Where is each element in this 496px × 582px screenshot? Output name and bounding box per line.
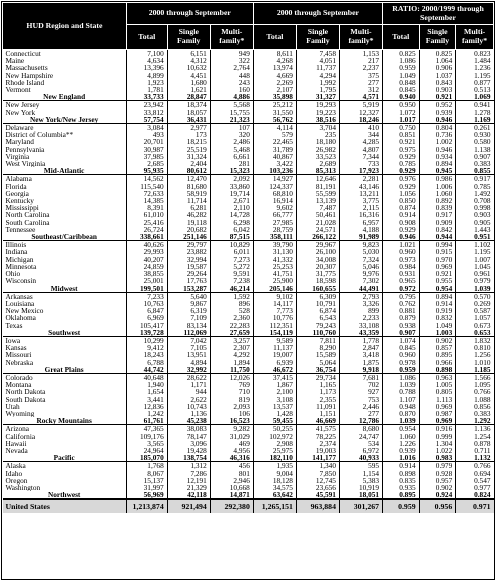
values-cell: 0.952 0.939: [419, 101, 456, 116]
subtotal-cell: 0.907: [383, 329, 420, 337]
subtotal-cell: 46,316: [210, 454, 253, 462]
table-body: [3, 50, 494, 500]
region-block-rows: [3, 336, 494, 365]
values-cell: 949 322 2,764 448 243 160: [210, 50, 253, 94]
subtotal-row: [3, 329, 494, 337]
values-cell: 14,927 124,337 68,810 16,914 9,602 66,777 27,985 28,759: [253, 175, 296, 233]
subtotal-cell: 0.945: [419, 167, 456, 175]
values-cell: 29,797 23,882 32,994 19,587 29,264 17,763: [167, 241, 210, 285]
subtotal-cell: 4,571: [339, 93, 382, 101]
subtotal-cell: 15,323: [210, 167, 253, 175]
subtotal-cell: 87,515: [210, 233, 253, 241]
subtotal-label: Southeast/Caribbean: [31, 233, 97, 241]
state-names-cell: Delaware District of Columbia** Maryland Pennsylvania Virginia West Virginia: [3, 124, 127, 168]
col-single-1: Single Family: [167, 25, 210, 50]
values-cell: 5,919 12,327: [339, 101, 382, 116]
values-cell: 8,680 24,747 534 6,972: [339, 425, 382, 454]
state-names-cell: Arkansas Louisiana New Mexico Oklahoma Texas: [3, 292, 127, 329]
values-cell: 1,935 9,004 18,128 34,575: [253, 462, 296, 491]
col-total-1: Total: [126, 25, 167, 50]
values-cell: 0.986 1.006 1.060 0.892 0.839 0.917 0.909 0.842: [419, 175, 456, 233]
values-cell: 47,365 109,176 3,565 24,964: [126, 425, 167, 454]
values-cell: 7,042 7,105 13,951 4,894: [167, 336, 210, 365]
values-cell: 0.979 0.928 0.957 0.902: [419, 462, 456, 491]
subtotal-cell: 40,933: [339, 454, 382, 462]
values-cell: 9,102 14,117 7,773 10,776 112,351: [253, 292, 296, 329]
group-header-1: 2000 through September: [126, 3, 253, 25]
values-cell: 29,734 1,165 1,173 2,355 11,091 1,151: [296, 373, 339, 417]
subtotal-cell: 0.983: [419, 454, 456, 462]
subtotal-cell: 160,655: [296, 285, 339, 293]
subtotal-label: Midwest: [50, 284, 78, 293]
region-block-rows: [3, 124, 494, 168]
subtotal-cell: 153,287: [167, 285, 210, 293]
values-cell: 1,768 8,067 15,137 31,997: [126, 462, 167, 491]
values-cell: 7,233 10,763 6,847 6,969 105,417: [126, 292, 167, 329]
region-block-rows: [3, 292, 494, 329]
subtotal-cell: 0.898: [419, 366, 456, 374]
subtotal-cell: 266,122: [296, 233, 339, 241]
subtotal-cell: 21,323: [210, 116, 253, 124]
values-cell: 38,083 78,147 3,096 19,428: [167, 425, 210, 454]
total-cell: 0.956: [419, 499, 456, 513]
subtotal-row: [3, 366, 494, 374]
values-cell: 0.570 0.269 0.587 1.057 0.673: [456, 292, 494, 329]
values-cell: 14,562 115,540 72,633 14,385 8,391 61,010 25,416 26,724: [126, 175, 167, 233]
values-cell: 7,100 4,634 13,396 4,899 1,923 1,781: [126, 50, 167, 94]
subtotal-cell: 17,923: [339, 167, 382, 175]
values-cell: 1,778 2,847 3,418 1,875: [339, 336, 382, 365]
subtotal-cell: 36,431: [167, 116, 210, 124]
subtotal-cell: 251,146: [167, 233, 210, 241]
subtotal-row: [3, 417, 494, 425]
values-cell: 2,092 33,860 19,714 2,671 2,110 14,728 6,298 6,042: [210, 175, 253, 233]
values-cell: 6,309 10,791 6,874 6,543 79,243: [296, 292, 339, 329]
subtotal-cell: 1.039: [383, 417, 420, 425]
values-cell: 1.021 0.960 0.973 0.984 0.931 0.965: [383, 241, 420, 285]
total-cell: 921,494: [167, 499, 210, 513]
subtotal-cell: 46,214: [210, 285, 253, 293]
subtotal-cell: 141,177: [296, 454, 339, 462]
values-cell: 5,568 15,755: [210, 101, 253, 116]
subtotal-cell: 138,754: [167, 454, 210, 462]
values-cell: 1.832 0.810 1.256 1.010: [456, 336, 494, 365]
subtotal-row: [3, 93, 494, 101]
values-cell: 0.954 1.060 1.226 0.939: [383, 425, 420, 454]
values-cell: 0.916 0.999 1.304 1.022: [419, 425, 456, 454]
values-cell: 0.976 0.929 1.056 0.850 0.874 0.914 0.908 0.929: [383, 175, 420, 233]
col-single-2: Single Family: [296, 25, 339, 50]
subtotal-cell: 91,989: [339, 233, 382, 241]
subtotal-label: Pacific: [53, 454, 75, 462]
values-cell: 5,640 9,867 6,319 7,109 83,134: [167, 292, 210, 329]
table-header: [3, 3, 494, 50]
subtotal-cell: 112,069: [167, 329, 210, 337]
subtotal-cell: 103,236: [253, 167, 296, 175]
values-cell: 41,575 78,225 2,374 19,003: [296, 425, 339, 454]
subtotal-cell: 85,313: [296, 167, 339, 175]
subtotal-cell: 1.003: [419, 329, 456, 337]
subtotal-cell: 16,523: [210, 417, 253, 425]
state-names-cell: Alabama Florida Georgia Kentucky Mississippi North Carolina South Carolina Tennessee: [3, 175, 127, 233]
subtotal-cell: 63,642: [253, 491, 296, 499]
subtotal-cell: 11,750: [210, 366, 253, 374]
housing-permits-table-page: [1, 1, 495, 580]
subtotal-cell: 139,728: [126, 329, 167, 337]
subtotal-row: [3, 454, 494, 462]
subtotal-cell: 36,754: [296, 366, 339, 374]
subtotal-cell: 0.972: [383, 285, 420, 293]
values-cell: 1,340 7,850 12,745 23,656: [296, 462, 339, 491]
subtotal-cell: 1.185: [456, 366, 494, 374]
subtotal-cell: 1.169: [456, 116, 494, 124]
values-cell: 0.950 1.072: [383, 101, 420, 116]
values-cell: 1.074 0.845 0.960 0.978: [383, 336, 420, 365]
subtotal-cell: 0.944: [419, 233, 456, 241]
subtotal-cell: 185,070: [126, 454, 167, 462]
subtotal-cell: 1.016: [383, 454, 420, 462]
region-block-rows: [3, 175, 494, 233]
subtotal-cell: 4,886: [210, 93, 253, 101]
values-cell: 0.902 0.857 0.895 0.966: [419, 336, 456, 365]
subtotal-cell: 45,238: [167, 417, 210, 425]
values-cell: 0.825 1.064 0.906 1.037 0.843 0.903: [419, 50, 456, 94]
subtotal-cell: 338,661: [126, 233, 167, 241]
total-cell: 0.959: [383, 499, 420, 513]
region-block-rows: [3, 373, 494, 417]
state-names-cell: Connecticut Maine Massachusetts New Hampshire Rhode Island Vermont: [3, 50, 127, 94]
values-cell: 8,611 4,268 13,974 4,669 2,269 2,107: [253, 50, 296, 94]
subtotal-label: Northwest: [47, 491, 81, 500]
values-cell: 10,299 9,412 18,243 6,788: [126, 336, 167, 365]
values-cell: 7,811 8,290 15,589 5,064: [296, 336, 339, 365]
subtotal-cell: 199,501: [126, 285, 167, 293]
subtotal-cell: 31,327: [296, 93, 339, 101]
subtotal-label: Great Plains: [44, 365, 84, 374]
subtotal-cell: 0.946: [383, 233, 420, 241]
values-cell: 0.963 1.005 0.805 1.113 0.969 0.987: [419, 373, 456, 417]
subtotal-cell: 14,871: [210, 491, 253, 499]
region-block-rows: [3, 241, 494, 285]
values-cell: 25,212 31,550: [253, 101, 296, 116]
subtotal-cell: 18,246: [339, 116, 382, 124]
subtotal-cell: 1.292: [456, 417, 494, 425]
subtotal-cell: 44,742: [126, 366, 167, 374]
values-cell: 4,114 579 22,465 31,789 40,867 3,422: [253, 124, 296, 168]
subtotal-cell: 1.069: [456, 93, 494, 101]
subtotal-cell: 0.921: [419, 93, 456, 101]
subtotal-cell: 80,612: [167, 167, 210, 175]
subtotal-cell: 43,359: [339, 329, 382, 337]
values-cell: 1.086 1.039 0.788 1.107 0.948 0.870: [383, 373, 420, 417]
values-cell: 7,681 702 927 753 2,446 277: [339, 373, 382, 417]
subtotal-cell: 154,119: [253, 329, 296, 337]
subtotal-cell: 0.954: [419, 285, 456, 293]
values-cell: 12,470 81,680 58,919 11,714 6,281 46,282 19,118 20,682: [167, 175, 210, 233]
values-cell: 18,374 18,057: [167, 101, 210, 116]
region-block-rows: [3, 425, 494, 454]
subtotal-cell: 46,669: [296, 417, 339, 425]
values-cell: 2,281 43,146 13,211 3,775 2,115 16,316 6,957 4,188: [339, 175, 382, 233]
region-block-rows: [3, 462, 494, 491]
subtotal-cell: 0.951: [456, 233, 494, 241]
total-cell: 0.971: [456, 499, 494, 513]
table-total: [3, 499, 494, 513]
subtotal-label: Rocky Mountains: [36, 417, 92, 425]
subtotal-row: [3, 491, 494, 499]
values-cell: 19,293 19,223: [296, 101, 339, 116]
subtotal-row: [3, 167, 494, 175]
subtotal-cell: 358,111: [253, 233, 296, 241]
values-cell: 0.914 0.898 0.835 0.935: [383, 462, 420, 491]
state-names-cell: Alaska Idaho Oregon Washington: [3, 462, 127, 491]
values-cell: 2,977 173 18,215 25,519 31,324 2,404: [167, 124, 210, 168]
subtotal-row: [3, 116, 494, 124]
values-cell: 3,084 493 20,701 30,987 37,985 2,685: [126, 124, 167, 168]
total-cell: 1,265,151: [253, 499, 296, 513]
hud-region-table: [2, 2, 494, 513]
subtotal-cell: 59,455: [253, 417, 296, 425]
subtotal-label: New England: [43, 93, 86, 101]
subtotal-cell: 1.017: [383, 116, 420, 124]
subtotal-cell: 46,672: [253, 366, 296, 374]
total-cell: 292,380: [210, 499, 253, 513]
total-label: United States: [3, 499, 127, 513]
subtotal-cell: 0.969: [419, 417, 456, 425]
values-cell: 1,312 7,286 12,191 21,329: [167, 462, 210, 491]
subtotal-cell: 0.653: [456, 329, 494, 337]
values-cell: 12,646 81,191 55,599 13,139 7,487 50,461 21,028 24,571: [296, 175, 339, 233]
subtotal-cell: 42,118: [167, 491, 210, 499]
values-cell: 40,626 29,993 40,207 24,859 38,855 25,001: [126, 241, 167, 285]
subtotal-cell: 27,659: [210, 329, 253, 337]
subtotal-cell: 18,051: [339, 491, 382, 499]
subtotal-label: New York/New Jersey: [30, 115, 99, 124]
subtotal-cell: 38,516: [296, 116, 339, 124]
col-total-3: Total: [383, 25, 420, 50]
values-cell: 9,823 5,030 7,324 5,046 9,976 7,302: [339, 241, 382, 285]
values-cell: 3,704 235 18,180 26,982 33,523 2,689: [296, 124, 339, 168]
subtotal-cell: 0.929: [383, 167, 420, 175]
subtotal-row: [3, 285, 494, 293]
state-names-cell: Iowa Kansas Missouri Nebraska: [3, 336, 127, 365]
col-multi-2: Multi-family*: [339, 25, 382, 50]
subtotal-label: Southwest: [48, 328, 81, 337]
col-multi-1: Multi-family*: [210, 25, 253, 50]
region-header: HUD Region and State: [3, 3, 127, 50]
region-block-rows: [3, 101, 494, 116]
values-cell: 9,282 31,029 469 4,956: [210, 425, 253, 454]
subtotal-cell: 0.959: [383, 366, 420, 374]
subtotal-cell: 33,733: [126, 93, 167, 101]
values-cell: 1.566 1.095 0.766 1.088 0.856 0.383: [456, 373, 494, 417]
total-row: [3, 499, 494, 513]
state-names-cell: Arizona California Hawaii Nevada: [3, 425, 127, 454]
subtotal-cell: 0.855: [456, 167, 494, 175]
group-header-3: RATIO: 2000/1999 through September: [383, 3, 494, 25]
values-cell: 1.102 1.195 1.007 1.045 0.961 0.979: [456, 241, 494, 285]
values-cell: 0.823 1.484 1.236 1.195 0.877 0.513: [456, 50, 494, 94]
subtotal-cell: 95,935: [126, 167, 167, 175]
values-cell: 37,415 1,867 2,100 3,108 13,537 1,428: [253, 373, 296, 417]
values-cell: 1.136 1.254 0.878 0.711: [456, 425, 494, 454]
subtotal-cell: 0.946: [419, 116, 456, 124]
subtotal-cell: 205,146: [253, 285, 296, 293]
subtotal-cell: 9,918: [339, 366, 382, 374]
subtotal-cell: 28,847: [167, 93, 210, 101]
values-cell: 3,257 2,307 4,292 1,894: [210, 336, 253, 365]
subtotal-cell: 0.940: [383, 93, 420, 101]
subtotal-cell: 56,969: [126, 491, 167, 499]
values-cell: 39,790 31,130 41,332 25,253 41,751 25,900: [253, 241, 296, 285]
values-cell: 23,942 33,812: [126, 101, 167, 116]
subtotal-cell: 57,754: [126, 116, 167, 124]
values-cell: 28,622 1,171 944 2,622 10,743 1,136: [167, 373, 210, 417]
subtotal-cell: 44,491: [339, 285, 382, 293]
col-total-2: Total: [253, 25, 296, 50]
values-cell: 0.894 0.914 0.919 0.832 1.049: [419, 292, 456, 329]
subtotal-cell: 12,786: [339, 417, 382, 425]
values-cell: 9,589 11,137 19,007 6,939: [253, 336, 296, 365]
values-cell: 12,026 769 710 819 2,093 106: [210, 373, 253, 417]
subtotal-cell: 0.895: [383, 491, 420, 499]
state-names-cell: Illinois Indiana Michigan Minnesota Ohio Wisconsin: [3, 241, 127, 285]
values-cell: 1,592 896 528 2,360 22,283: [210, 292, 253, 329]
total-cell: 1,213,874: [126, 499, 167, 513]
values-cell: 0.804 0.736 1.002 0.946 0.934 0.894: [419, 124, 456, 168]
subtotal-cell: 182,110: [253, 454, 296, 462]
subtotal-cell: 56,762: [253, 116, 296, 124]
values-cell: 1,153 217 2,237 375 277 312: [339, 50, 382, 94]
subtotal-cell: 1.132: [456, 454, 494, 462]
subtotal-cell: 1.039: [456, 285, 494, 293]
values-cell: 7,458 4,051 11,737 4,294 1,992 1,795: [296, 50, 339, 94]
col-multi-3: Multi-family*: [456, 25, 494, 50]
values-cell: 410 344 4,285 4,807 7,344 733: [339, 124, 382, 168]
subtotal-cell: 0.824: [456, 491, 494, 499]
values-cell: 29,967 26,100 34,008 20,307 31,775 18,598: [296, 241, 339, 285]
group-header-2: 2000 through September: [253, 3, 382, 25]
values-cell: 107 320 2,486 5,468 6,661 281: [210, 124, 253, 168]
subtotal-cell: 61,761: [126, 417, 167, 425]
subtotal-label: Mid-Atlantic: [43, 167, 85, 175]
values-cell: 456 801 2,946 10,668: [210, 462, 253, 491]
values-cell: 0.261 0.930 0.580 1.138 0.907 0.383: [456, 124, 494, 168]
state-names-cell: Colorado Montana North Dakota South Dakota Utah Wyoming: [3, 373, 127, 417]
subtotal-cell: 32,992: [167, 366, 210, 374]
subtotal-cell: 110,760: [296, 329, 339, 337]
values-cell: 10,829 6,011 7,273 5,272 9,591 7,238: [210, 241, 253, 285]
region-block-rows: [3, 50, 494, 94]
total-cell: 963,884: [296, 499, 339, 513]
values-cell: 40,648 1,940 1,654 3,441 12,836 1,242: [126, 373, 167, 417]
values-cell: 595 1,154 5,383 10,919: [339, 462, 382, 491]
values-cell: 0.917 0.785 1.492 0.708 0.998 0.903 0.905 1.443: [456, 175, 494, 233]
values-cell: 2,793 3,326 899 2,233 33,108: [339, 292, 382, 329]
values-cell: 0.941 1.278: [456, 101, 494, 116]
values-cell: 0.795 0.762 0.881 0.879 0.938: [383, 292, 420, 329]
subtotal-row: [3, 233, 494, 241]
values-cell: 0.825 1.086 0.959 1.049 0.848 0.845: [383, 50, 420, 94]
values-cell: 0.766 0.694 0.547 0.977: [456, 462, 494, 491]
subtotal-cell: 0.924: [419, 491, 456, 499]
total-cell: 301,267: [339, 499, 382, 513]
values-cell: 50,255 102,972 2,908 25,975: [253, 425, 296, 454]
subtotal-cell: 35,898: [253, 93, 296, 101]
values-cell: 0.750 0.851 0.921 0.975 0.929 0.785: [383, 124, 420, 168]
col-single-3: Single Family: [419, 25, 456, 50]
subtotal-cell: 45,591: [296, 491, 339, 499]
values-cell: 6,151 4,312 10,632 4,451 1,680 1,621: [167, 50, 210, 94]
values-cell: 0.994 0.915 0.970 0.969 0.921 0.955: [419, 241, 456, 285]
state-names-cell: New Jersey New York: [3, 101, 127, 116]
